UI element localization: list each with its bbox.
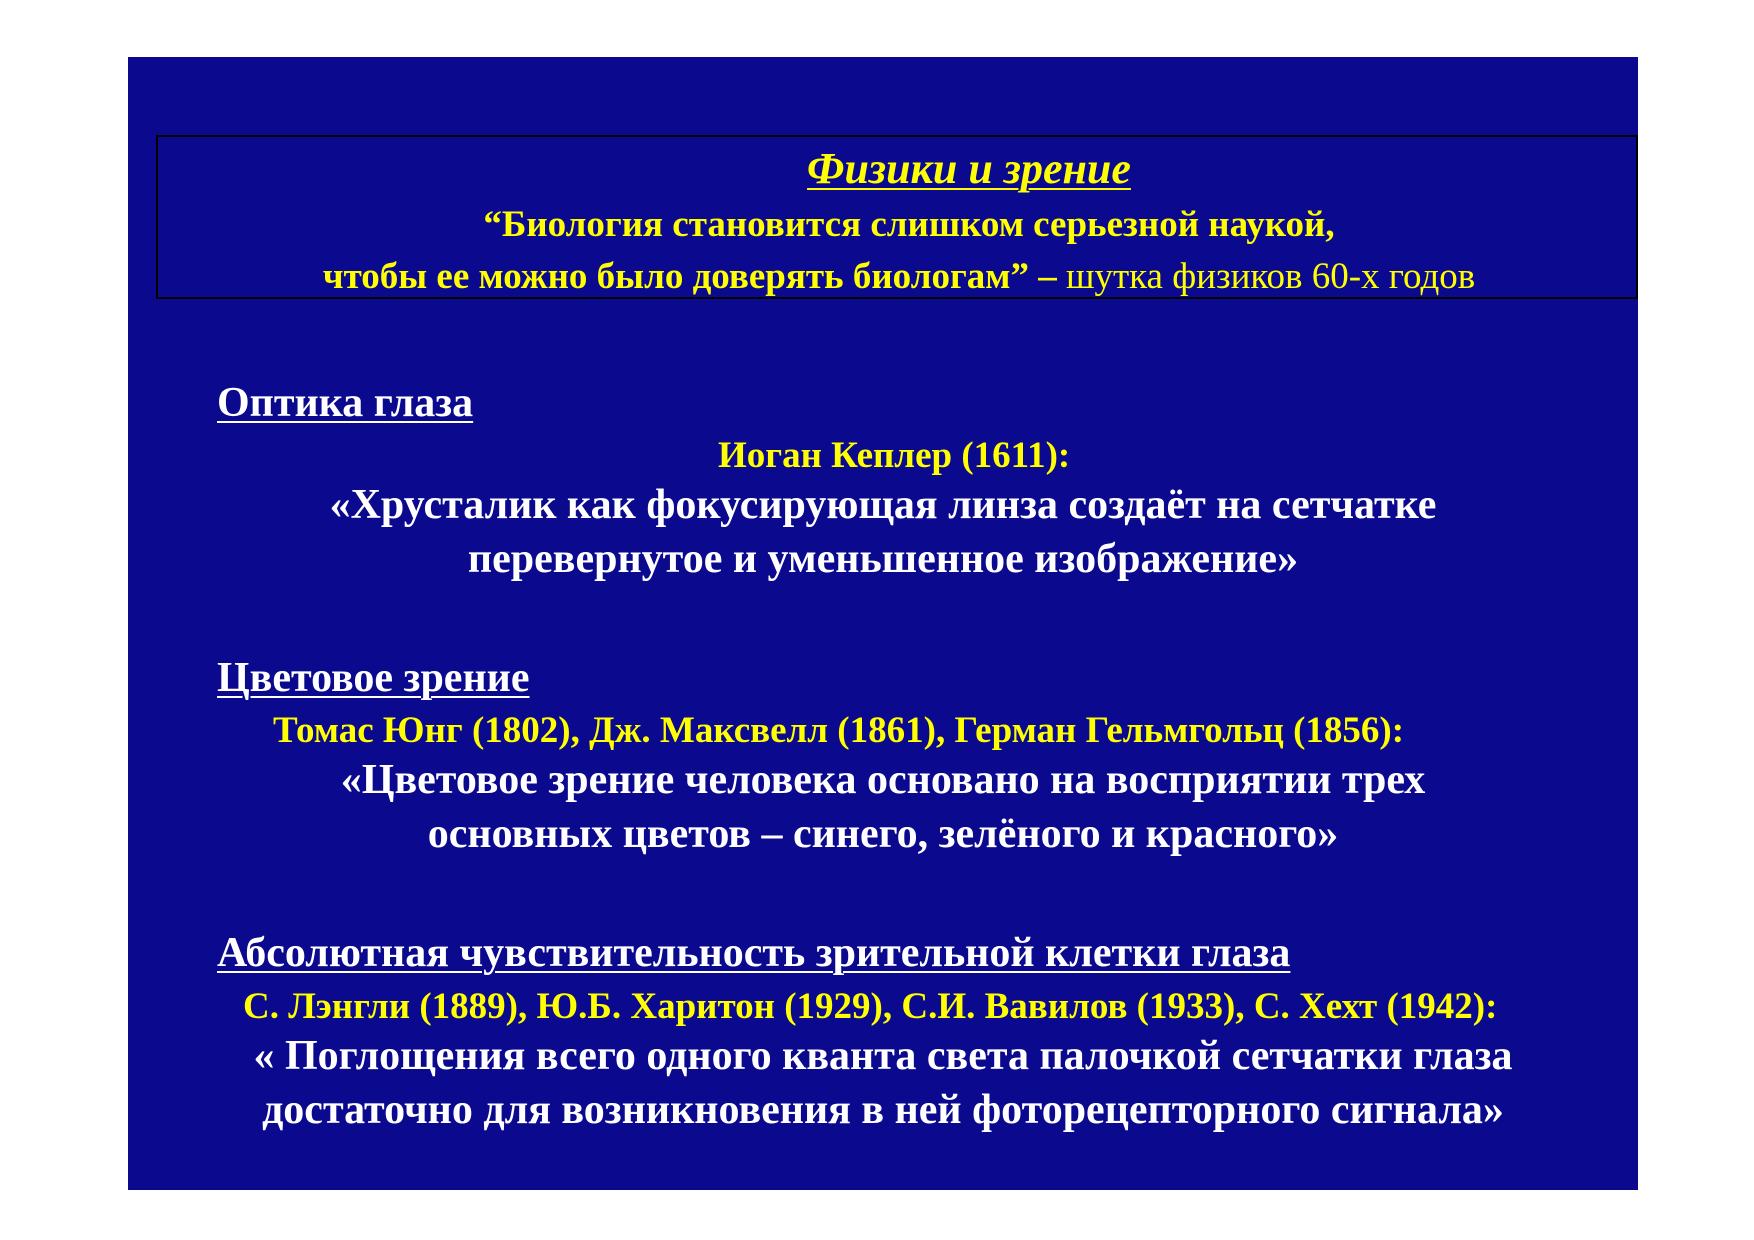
section-quote-sensitivity-line-1: « Поглощения всего одного кванта света палочкой сетчатки глаза (253, 1033, 1513, 1079)
section-heading-sensitivity: Абсолютная чувствительность зрительной клетки глаза (217, 930, 1291, 976)
section-quote-sensitivity-line-2: достаточно для возникновения в ней фоторецепторного сигнала» (262, 1087, 1504, 1133)
section-authors-optics: Иоган Кеплер (1611): (718, 435, 1071, 476)
epigraph-note: шутка физиков 60-х годов (1056, 256, 1476, 297)
epigraph-quote-end: чтобы ее можно было доверять биологам” – (322, 256, 1057, 297)
epigraph-line-2 (158, 255, 1640, 298)
section-authors-sensitivity: С. Лэнгли (1889), Ю.Б. Харитон (1929), С.И. Вавилов (1933), С. Хехт (1942): (243, 986, 1498, 1027)
section-authors-color-vision: Томас Юнг (1802), Дж. Максвелл (1861), Герман Гельмгольц (1856): (273, 710, 1405, 751)
slide (128, 57, 1638, 1190)
section-quote-color-vision-line-1: «Цветовое зрение человека основано на восприятии трех (340, 757, 1426, 803)
section-heading-optics: Оптика глаза (217, 380, 474, 426)
slide-title: Физики и зрение (807, 144, 1131, 193)
epigraph-line-1: “Биология становится слишком серьезной наукой, (483, 204, 1335, 245)
section-heading-color-vision: Цветовое зрение (217, 655, 530, 701)
section-quote-optics-line-2: перевернутое и уменьшенное изображение» (467, 536, 1299, 582)
section-quote-optics-line-1: «Хрусталик как фокусирующая линза создаёт на сетчатке (329, 482, 1437, 528)
header-box (156, 135, 1638, 299)
section-quote-color-vision-line-2: основных цветов – синего, зелёного и красного» (427, 811, 1339, 857)
